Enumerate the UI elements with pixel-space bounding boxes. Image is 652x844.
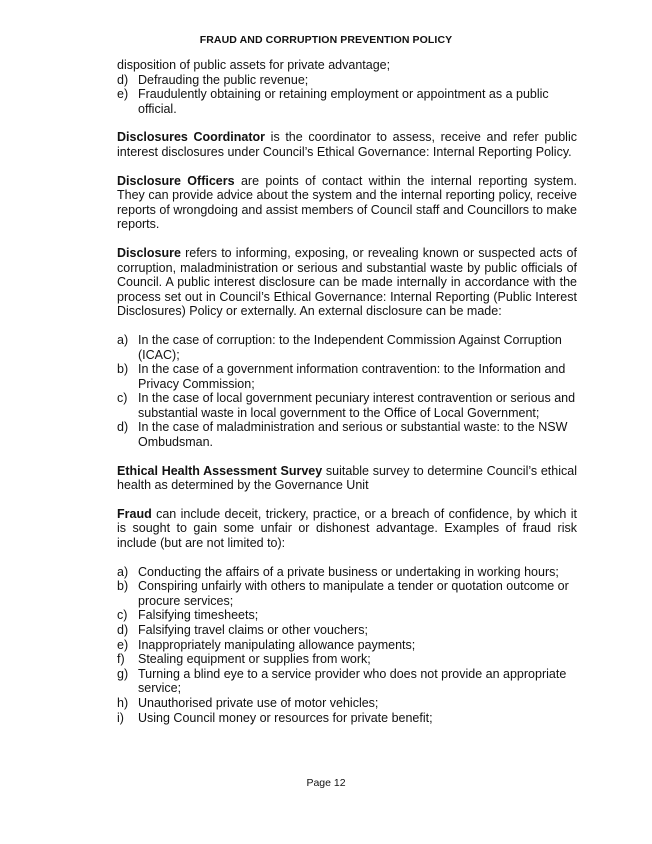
list-item: b) Conspiring unfairly with others to manipulate a tender or quotation outcome or procure services; xyxy=(117,579,569,608)
list-item: d) Falsifying travel claims or other vouchers; xyxy=(117,623,368,637)
list-continuation: disposition of public assets for private advantage; xyxy=(117,58,391,72)
list-item: a) Conducting the affairs of a private business or undertaking in working hours; xyxy=(117,564,559,579)
page-content xyxy=(117,58,577,725)
top-list xyxy=(117,73,577,117)
list-item: c) In the case of local government pecuniary interest contravention or serious and substantial waste in local government to the Office of Local Government; xyxy=(117,391,576,420)
term: Ethical Health Assessment Survey xyxy=(117,463,323,478)
page-number: Page 12 xyxy=(306,777,346,789)
list-item: g) Turning a blind eye to a service provider who does not provide an appropriate service; xyxy=(117,666,567,696)
definition-disclosures-coordinator: Disclosures Coordinator is the coordinator to assess, receive and refer public interest disclosures under Council’s Ethical Governance: Internal Reporting Policy. xyxy=(117,130,577,159)
list-item: e) Fraudulently obtaining or retaining employment or appointment as a public official. xyxy=(117,87,549,116)
definition-disclosure: Disclosure refers to informing, exposing, or revealing known or suspected acts of corruption, maladministration or serious and substantial waste by public officials of Council. A public interest disclosure can be made internally in accordance with the process set out in Council’s Ethical Governance: Internal Reporting (Public Interest Disclosures) Policy or externally. An external disclosure can be made: xyxy=(117,245,577,319)
list-item: b) In the case of a government information contravention: to the Information and Privacy Commission; xyxy=(117,362,566,391)
definition-fraud: Fraud can include deceit, trickery, practice, or a breach of confidence, by which it is sought to gain some unfair or dishonest advantage. Examples of fraud risk include (but are not limited to): xyxy=(117,506,577,551)
list-item: i) Using Council money or resources for private benefit; xyxy=(117,710,433,725)
definition-ethical-health-survey: Ethical Health Assessment Survey suitable survey to determine Council’s ethical health as determined by the Governance Unit xyxy=(117,463,577,493)
disclosure-list xyxy=(117,333,577,450)
list-item: c) Falsifying timesheets; xyxy=(117,608,259,623)
list-item: a) In the case of corruption: to the Independent Commission Against Corruption (ICAC); xyxy=(117,332,562,362)
list-item: h) Unauthorised private use of motor vehicles; xyxy=(117,695,379,710)
list-item: d) In the case of maladministration and serious or substantial waste: to the NSW Ombudsman. xyxy=(117,420,568,450)
list-item: e) Inappropriately manipulating allowance payments; xyxy=(117,637,416,652)
page-header: FRAUD AND CORRUPTION PREVENTION POLICY xyxy=(199,34,453,46)
list-item: f) Stealing equipment or supplies from work; xyxy=(117,652,371,667)
list-item: d) Defrauding the public revenue; xyxy=(117,72,309,87)
fraud-list xyxy=(117,565,577,726)
definition-disclosure-officers: Disclosure Officers are points of contact within the internal reporting system. They can provide advice about the system and the internal reporting policy, receive reports of wrongdoing and assist members of Council staff and Councillors to make reports. xyxy=(117,173,577,232)
term: Disclosures Coordinator xyxy=(117,130,266,145)
term: Fraud xyxy=(117,506,152,521)
term: Disclosure Officers xyxy=(117,173,235,188)
term: Disclosure xyxy=(117,245,181,260)
